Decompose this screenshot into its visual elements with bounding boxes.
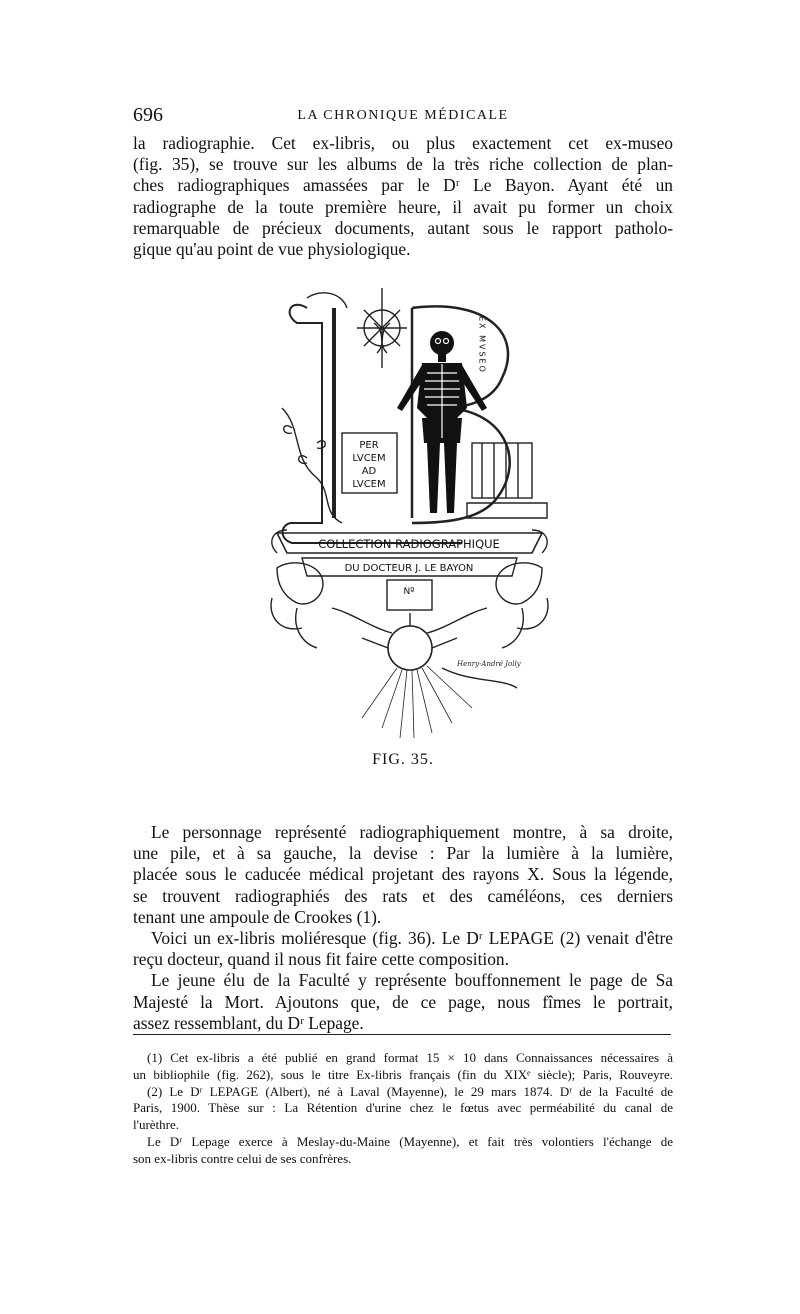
ex-libris-engraving — [262, 268, 557, 748]
text-line: la radiographie. Cet ex-libris, ou plus exactement cet ex-museo — [133, 133, 673, 153]
text-line: Majesté la Mort. Ajoutons que, de ce page, nous fîmes le portrait, — [133, 991, 673, 1012]
footnote-line: son ex-libris contre celui de ses confrères. — [133, 1150, 352, 1166]
page-number: 696 — [133, 104, 163, 126]
motto-line: AD — [361, 466, 377, 477]
banner-doctor: DU DOCTEUR J. LE BAYON — [344, 563, 474, 574]
text-line: assez ressemblant, du Dʳ Lepage. — [133, 1012, 364, 1033]
footnotes — [133, 1050, 673, 1168]
text-line: se trouvent radiographiés des rats et des caméléons, ces derniers — [133, 885, 673, 906]
opening-paragraph — [133, 133, 673, 260]
footnote-line: (1) Cet ex-libris a été publié en grand format 15 × 10 dans Connaissances nécessaires à — [147, 1050, 673, 1065]
text-line: (fig. 35), se trouve sur les albums de la très riche collection de plan- — [133, 154, 673, 175]
banner-collection: COLLECTION RADIOGRAPHIQUE — [318, 537, 500, 551]
text-line: Le personnage représenté radiographiquement montre, à sa droite, — [151, 822, 673, 842]
text-line: remarquable de précieux documents, autant sous le rapport patholo- — [133, 217, 673, 238]
body-paragraphs — [133, 822, 673, 1034]
ex-museo-label: EX MVSEO — [477, 316, 487, 374]
text-line: placée sous le caducée médical projetant des rayons X. Sous la légende, — [133, 864, 673, 885]
footnote-line: Le Dʳ Lepage exerce à Meslay-du-Maine (Mayenne), et fait très volontiers l'échange de — [147, 1133, 673, 1149]
text-line: Le jeune élu de la Faculté y représente bouffonnement le page de Sa — [151, 970, 673, 991]
engraver-signature: Henry-André Jolly — [457, 660, 521, 668]
text-line: tenant une ampoule de Crookes (1). — [133, 906, 382, 927]
motto-line: PER — [359, 440, 379, 451]
journal-title: LA CHRONIQUE MÉDICALE — [297, 108, 509, 123]
number-label: Nº — [403, 587, 415, 597]
motto-line: LVCEM — [352, 453, 386, 464]
text-line: une pile, et à sa gauche, la devise : Par la lumière à la lumière, — [133, 843, 673, 864]
footnote-separator — [133, 1034, 671, 1035]
footnote-line: (2) Le Dʳ LEPAGE (Albert), né à Laval (Mayenne), le 29 mars 1874. Dʳ de la Faculté de — [147, 1083, 673, 1099]
text-line: Voici un ex-libris moliéresque (fig. 36). Le Dʳ LEPAGE (2) venait d'être — [151, 928, 673, 949]
footnote-line: l'urèthre. — [133, 1117, 180, 1133]
text-line: radiographe de la toute première heure, il avait pu former un choix — [133, 196, 673, 217]
footnote-line: un bibliophile (fig. 262), sous le titre Ex-libris français (fin du XIXᵉ siècle); Paris, Rouveyre. — [133, 1066, 673, 1082]
text-line: ches radiographiques amassées par le Dʳ Le Bayon. Ayant été un — [133, 175, 673, 196]
text-line: reçu docteur, quand il nous fit faire cette composition. — [133, 949, 509, 970]
running-head — [133, 104, 673, 128]
text-line: gique qu'au point de vue physiologique. — [133, 239, 411, 260]
ex-libris-illustration — [262, 268, 557, 748]
figure-caption: FIG. 35. — [372, 751, 434, 768]
motto-line: LVCEM — [352, 479, 386, 490]
footnote-line: Paris, 1900. Thèse sur : La Rétention d'urine chez le fœtus avec perméabilité du canal de — [133, 1100, 673, 1116]
